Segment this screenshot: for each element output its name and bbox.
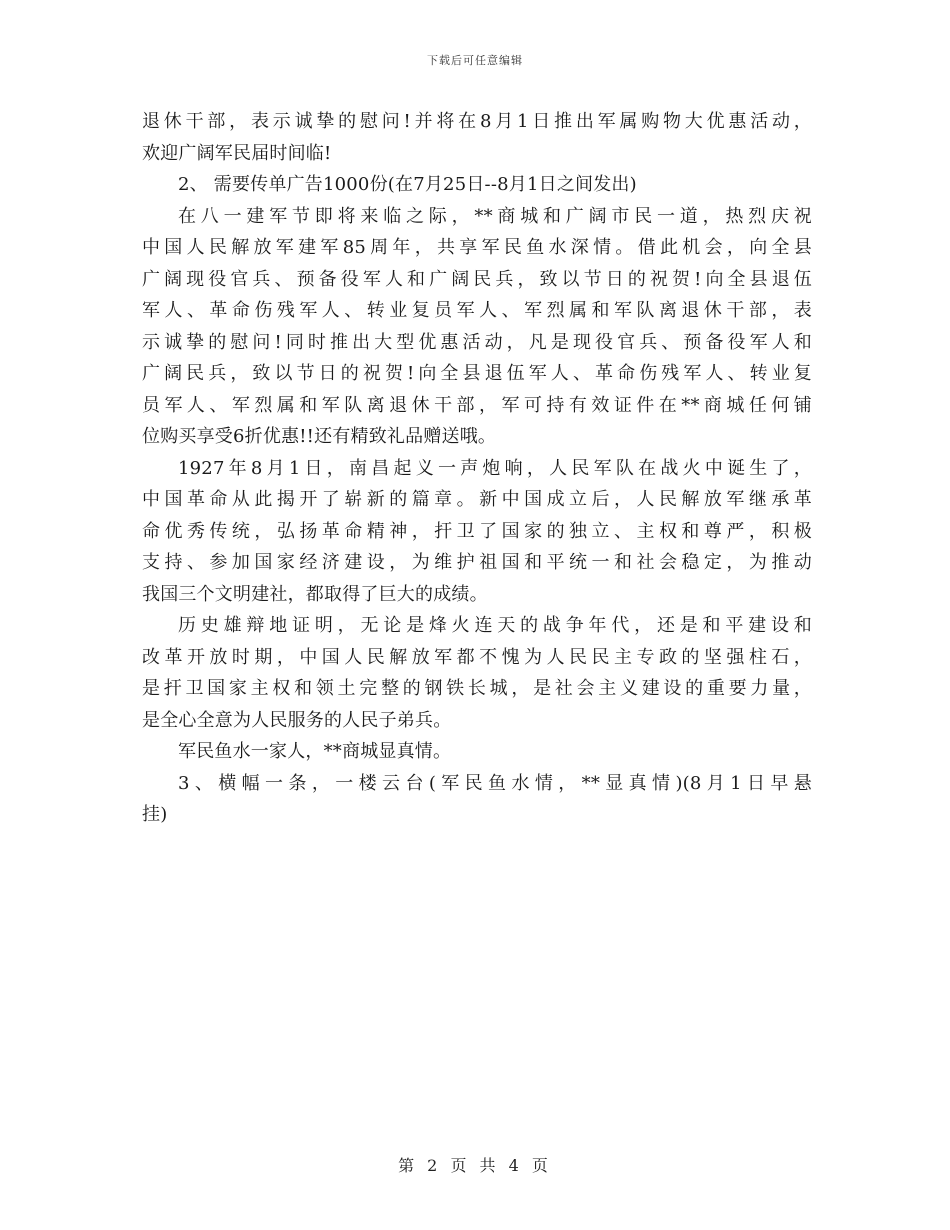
- text-line: 位购买享受6折优惠!!还有精致礼品赠送哦。: [142, 426, 497, 447]
- text-line: 是全心全意为人民服务的人民子弟兵。: [142, 709, 452, 731]
- text-line: 中国人民解放军建军85周年，共享军民鱼水深情。借此机会，向全县: [142, 237, 812, 258]
- text-line: 支持、参加国家经济建设，为维护祖国和平统一和社会稳定，为推动: [142, 552, 812, 573]
- page-header: 下载后可任意编辑: [427, 54, 523, 67]
- text-line: 广阔现役官兵、预备役军人和广阔民兵，致以节日的祝贺!向全县退伍: [142, 268, 812, 290]
- text-line: 广阔民兵，致以节日的祝贺!向全县退伍军人、革命伤残军人、转业复: [142, 363, 812, 384]
- page-footer: 第 2 页 共 4 页: [398, 1156, 552, 1175]
- text-line: 改革开放时期，中国人民解放军都不愧为人民民主专政的坚强柱石，: [142, 646, 812, 668]
- text-line: 3、横幅一条，一楼云台(军民鱼水情，**显真情)(8月1日早悬: [178, 772, 812, 794]
- text-line: 中国革命从此揭开了崭新的篇章。新中国成立后，人民解放军继承革: [142, 489, 812, 510]
- text-line: 2、 需要传单广告1000份(在7月25日--8月1日之间发出): [178, 174, 637, 195]
- text-line: 是扞卫国家主权和领土完整的钢铁长城，是社会主义建设的重要力量，: [142, 678, 812, 699]
- text-line: 历史雄辩地证明，无论是烽火连天的战争年代，还是和平建设和: [178, 615, 812, 636]
- text-line: 退休干部，表示诚挚的慰问!并将在8月1日推出军属购物大优惠活动，: [142, 111, 812, 132]
- text-line: 在八一建军节即将来临之际，**商城和广阔市民一道，热烈庆祝: [178, 205, 812, 227]
- text-line: 员军人、军烈属和军队离退休干部，军可持有效证件在**商城任何铺: [142, 394, 812, 416]
- text-line: 示诚挚的慰问!同时推出大型优惠活动，凡是现役官兵、预备役军人和: [142, 331, 812, 353]
- text-line: 军人、革命伤残军人、转业复员军人、军烈属和军队离退休干部，表: [142, 300, 812, 321]
- text-line: 欢迎广阔军民届时间临!: [142, 142, 332, 164]
- text-line: 挂): [142, 804, 168, 825]
- document-body: [142, 106, 812, 831]
- text-line: 我国三个文明建社，都取得了巨大的成绩。: [142, 583, 488, 605]
- text-line: 1927年8月1日，南昌起义一声炮响，人民军队在战火中诞生了，: [178, 457, 812, 479]
- text-line: 军民鱼水一家人，**商城显真情。: [178, 741, 452, 762]
- text-line: 命优秀传统，弘扬革命精神，扞卫了国家的独立、主权和尊严，积极: [142, 520, 812, 542]
